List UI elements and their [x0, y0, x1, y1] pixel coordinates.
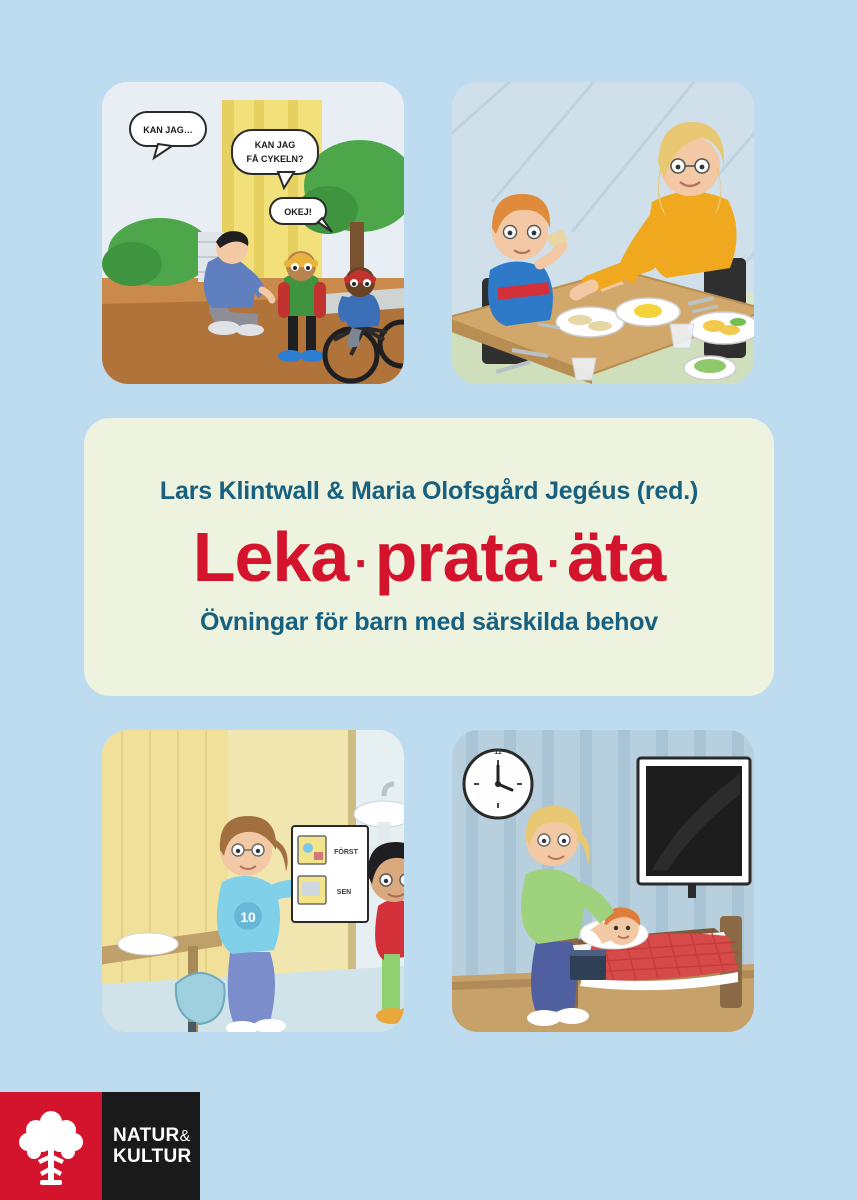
publisher-line-1: NATUR& — [113, 1124, 191, 1146]
illustration-panel-dinner — [452, 82, 754, 384]
title-word-1: Leka — [192, 518, 349, 596]
title-word-3: äta — [567, 518, 666, 596]
speech-bubble-1: KAN JAG… — [143, 125, 193, 135]
schedule-label-then: SEN — [336, 889, 352, 896]
page-title — [192, 518, 666, 596]
clock-label: 11 — [494, 749, 502, 756]
schedule-label-first: FÖRST — [334, 849, 358, 856]
svg-text:10: 10 — [240, 909, 256, 925]
svg-text:KAN JAG: KAN JAG — [254, 140, 296, 150]
title-separator-1: · — [354, 536, 369, 589]
authors-line: Lars Klintwall & Maria Olofsgård Jegéus (red.) — [159, 477, 699, 505]
svg-text:FÅ CYKELN?: FÅ CYKELN? — [246, 154, 304, 164]
illustration-panel-bedtime — [452, 730, 754, 1032]
publisher-name — [102, 1092, 200, 1200]
illustration-panel-playground — [102, 82, 404, 384]
title-card — [84, 418, 774, 696]
tree-icon — [0, 1092, 102, 1200]
subtitle-line: Övningar för barn med särskilda behov — [199, 608, 658, 636]
speech-bubble-3: OKEJ! — [284, 207, 312, 217]
publisher-line-2: KULTUR — [113, 1146, 192, 1167]
publisher-logo — [0, 1092, 200, 1200]
title-word-2: prata — [374, 518, 541, 596]
title-separator-2: · — [546, 536, 562, 589]
illustration-panel-schedule — [102, 730, 404, 1032]
